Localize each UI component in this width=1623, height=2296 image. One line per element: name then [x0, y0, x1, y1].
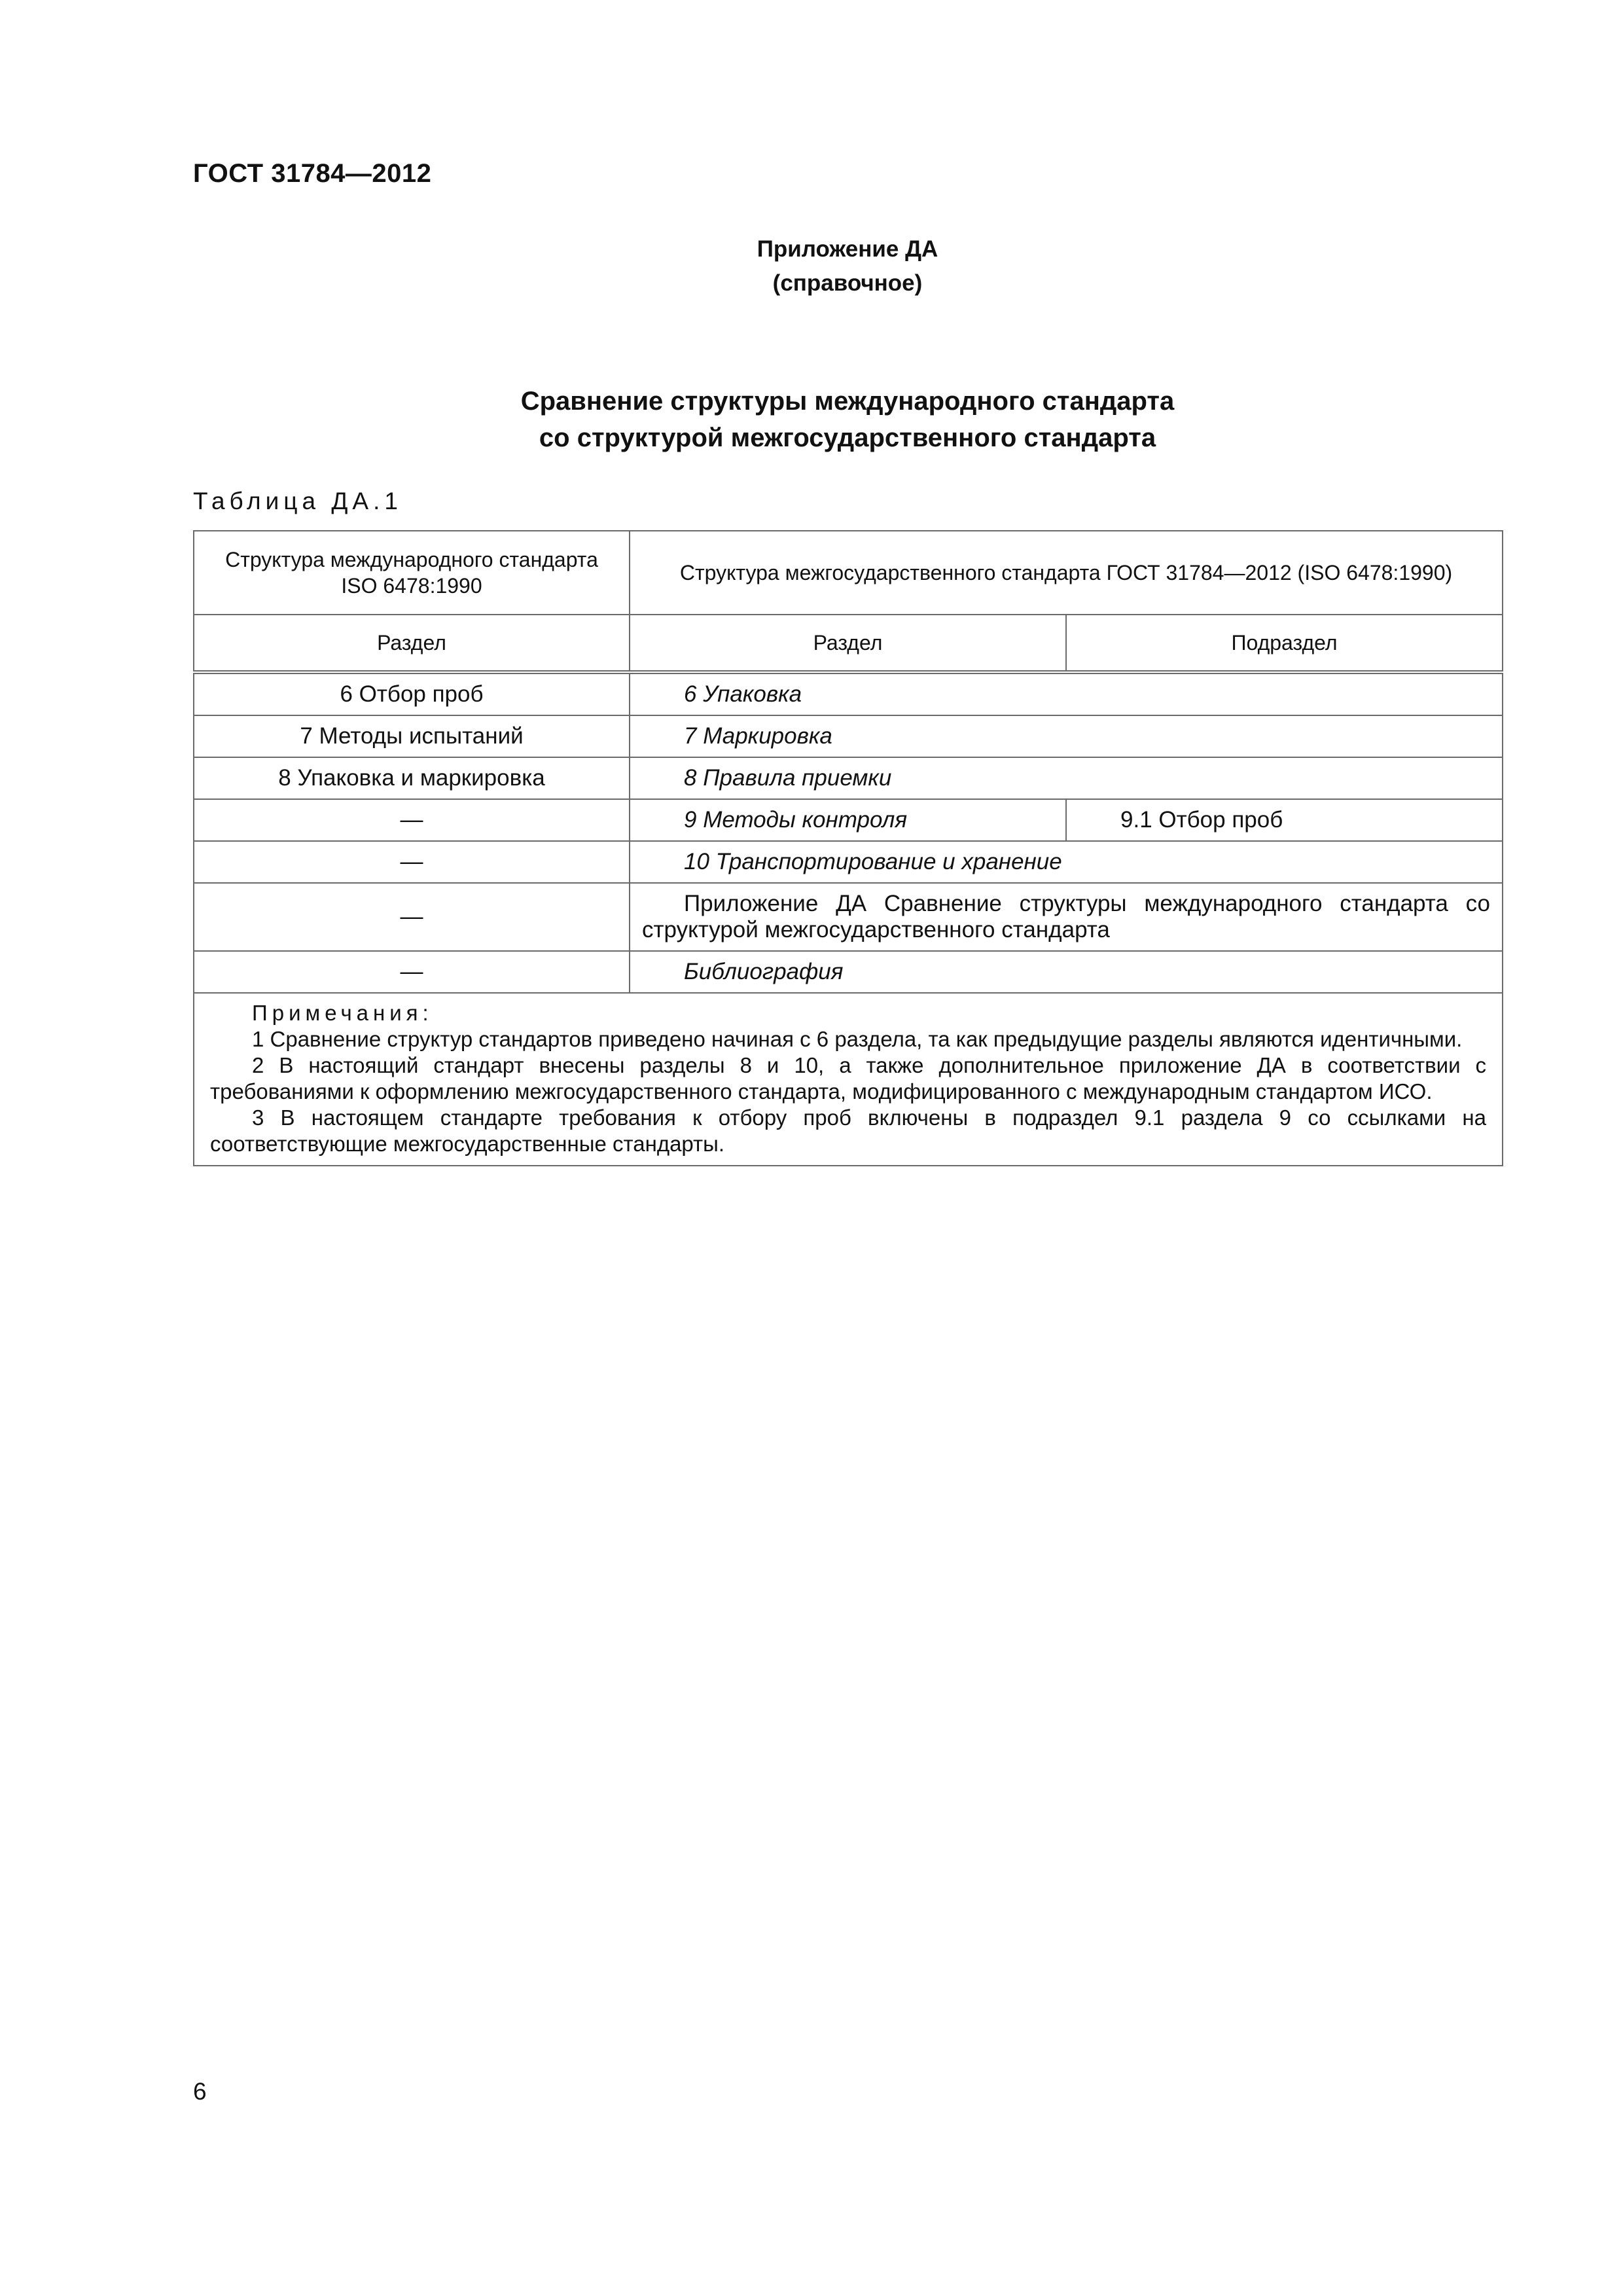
header-intl-structure: Структура международного стандарта ISO 6478:1990: [194, 531, 630, 615]
intl-cell: —: [194, 799, 630, 841]
table-row: [194, 757, 1503, 799]
page-title-line-1: Сравнение структуры международного стандарта: [520, 387, 1175, 416]
table-row: [194, 799, 1503, 841]
table-row: [194, 951, 1503, 993]
page-number: 6: [193, 2078, 207, 2105]
section-cell: 10 Транспортирование и хранение: [630, 841, 1503, 883]
section-cell: 7 Маркировка: [630, 715, 1503, 757]
notes-cell: [194, 993, 1503, 1166]
subsection-cell: 9.1 Отбор проб: [1066, 799, 1503, 841]
section-cell: Приложение ДА Сравнение структуры международного стандарта со структурой межгосударственного стандарта: [630, 883, 1503, 951]
intl-cell: 7 Методы испытаний: [194, 715, 630, 757]
intl-cell: —: [194, 883, 630, 951]
annex-heading: [0, 232, 1623, 300]
document-code: ГОСТ 31784—2012: [193, 159, 432, 188]
notes-heading: Примечания:: [252, 1001, 433, 1025]
intl-cell: 6 Отбор проб: [194, 672, 630, 715]
page-title: [0, 383, 1623, 456]
notes-row: [194, 993, 1503, 1166]
comparison-table: [193, 530, 1503, 1166]
table-row: [194, 715, 1503, 757]
intl-cell: —: [194, 841, 630, 883]
section-cell: 8 Правила приемки: [630, 757, 1503, 799]
intl-cell: 8 Упаковка и маркировка: [194, 757, 630, 799]
intl-cell: —: [194, 951, 630, 993]
note-item: 3 В настоящем стандарте требования к отбору проб включены в подраздел 9.1 раздела 9 со ссылками на соответствующие межгосударственные стандарты.: [210, 1105, 1486, 1156]
table-row: [194, 883, 1503, 951]
table-row: [194, 672, 1503, 715]
note-item: 1 Сравнение структур стандартов приведено начиная с 6 раздела, та как предыдущие разделы являются идентичными.: [252, 1027, 1463, 1051]
section-cell: 9 Методы контроля: [630, 799, 1066, 841]
section-cell: 6 Упаковка: [630, 672, 1503, 715]
subheader-section: Раздел: [630, 615, 1066, 672]
note-item: 2 В настоящий стандарт внесены разделы 8 и 10, а также дополнительное приложение ДА в соответствии с требованиями к оформлению межгосударственного стандарта, модифицированного с международным стандартом ИСО.: [210, 1053, 1486, 1103]
subheader-subsection: Подраздел: [1066, 615, 1503, 672]
section-cell: Библиография: [630, 951, 1503, 993]
page-title-line-2: со структурой межгосударственного стандарта: [539, 423, 1156, 452]
table-subheader-row: [194, 615, 1503, 672]
table-label: Таблица ДА.1: [193, 488, 402, 514]
table-row: [194, 841, 1503, 883]
annex-title: Приложение ДА: [757, 236, 938, 262]
subheader-section-intl: Раздел: [194, 615, 630, 672]
table-header-row: [194, 531, 1503, 615]
header-interstate-structure: Структура межгосударственного стандарта ГОСТ 31784—2012 (ISO 6478:1990): [630, 531, 1503, 615]
annex-subtitle: (справочное): [772, 270, 923, 296]
